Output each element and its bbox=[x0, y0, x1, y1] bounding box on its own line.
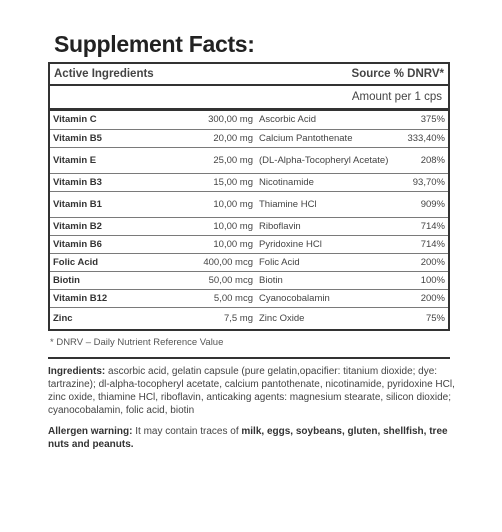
ingredient-name: Vitamin B3 bbox=[53, 176, 102, 188]
ingredient-source: Pyridoxine HCl bbox=[259, 238, 322, 250]
ingredients-table bbox=[50, 111, 448, 329]
allergen-label: Allergen warning: bbox=[48, 426, 133, 437]
ingredient-name: Zinc bbox=[53, 312, 73, 324]
ingredient-name: Vitamin B12 bbox=[53, 292, 108, 304]
ingredient-amount: 10,00 mg bbox=[213, 220, 253, 232]
table-row bbox=[50, 289, 448, 307]
ingredient-source: Nicotinamide bbox=[259, 176, 314, 188]
allergen-list: milk, eggs, soybeans, gluten, shellfish, tree nuts and peanuts. bbox=[48, 426, 448, 450]
table-row bbox=[50, 235, 448, 253]
ingredient-name: Vitamin B1 bbox=[53, 198, 102, 210]
ingredient-name: Vitamin B6 bbox=[53, 238, 102, 250]
ingredient-source: Calcium Pantothenate bbox=[259, 132, 353, 144]
ingredient-dnrv-percent: 333,40% bbox=[407, 132, 445, 144]
table-row bbox=[50, 217, 448, 235]
ingredient-amount: 400,00 mcg bbox=[203, 256, 253, 268]
table-row bbox=[50, 271, 448, 289]
supplement-facts-panel bbox=[48, 30, 455, 451]
ingredient-dnrv-percent: 208% bbox=[420, 154, 445, 166]
ingredient-source: Thiamine HCl bbox=[259, 198, 317, 210]
ingredient-amount: 20,00 mg bbox=[213, 132, 253, 144]
table-row bbox=[50, 147, 448, 173]
ingredient-amount: 15,00 mg bbox=[213, 176, 253, 188]
table-row bbox=[50, 111, 448, 129]
ingredient-name: Vitamin B2 bbox=[53, 220, 102, 232]
page-title: Supplement Facts: bbox=[54, 31, 255, 57]
ingredients-paragraph bbox=[48, 365, 458, 417]
active-ingredients-header: Active Ingredients bbox=[54, 68, 154, 80]
table-row bbox=[50, 173, 448, 191]
allergen-paragraph bbox=[48, 425, 458, 451]
ingredient-source: Cyanocobalamin bbox=[259, 292, 330, 304]
ingredient-dnrv-percent: 75% bbox=[425, 312, 445, 324]
ingredient-amount: 50,00 mcg bbox=[208, 274, 253, 286]
ingredients-text: ascorbic acid, gelatin capsule (pure gelatin,opacifier: titanium dioxide; dye: tartrazine); dl-alpha-tocopheryl acetate, calcium pantothenate, nicotinamide, pyridoxine HCl, zinc oxide, thiamine HCl, riboflavin, anticaking agents: magnesium stearate, silicon dioxide; cyanocobalamin, folic acid, biotin bbox=[48, 366, 455, 416]
ingredient-dnrv-percent: 93,70% bbox=[412, 176, 445, 188]
ingredient-source: (DL-Alpha-Tocopheryl Acetate) bbox=[259, 154, 389, 166]
ingredients-label: Ingredients: bbox=[48, 366, 106, 377]
ingredients-table-body bbox=[50, 111, 448, 329]
ingredient-dnrv-percent: 200% bbox=[420, 292, 445, 304]
ingredient-source: Riboflavin bbox=[259, 220, 301, 232]
ingredient-amount: 7,5 mg bbox=[223, 312, 253, 324]
ingredient-amount: 25,00 mg bbox=[213, 154, 253, 166]
ingredient-dnrv-percent: 100% bbox=[420, 274, 445, 286]
divider bbox=[48, 357, 450, 359]
facts-table-frame bbox=[48, 62, 450, 331]
ingredient-dnrv-percent: 375% bbox=[420, 114, 445, 126]
ingredient-amount: 300,00 mg bbox=[208, 114, 253, 126]
footnote: * DNRV – Daily Nutrient Reference Value bbox=[50, 337, 224, 348]
ingredient-name: Folic Acid bbox=[53, 256, 99, 268]
ingredient-source: Folic Acid bbox=[259, 256, 300, 268]
ingredient-source: Zinc Oxide bbox=[259, 312, 305, 324]
ingredient-amount: 10,00 mg bbox=[213, 198, 253, 210]
ingredient-name: Biotin bbox=[53, 274, 80, 286]
ingredient-dnrv-percent: 909% bbox=[420, 198, 445, 210]
source-dnrv-header: Source % DNRV* bbox=[351, 68, 444, 80]
ingredient-source: Biotin bbox=[259, 274, 283, 286]
ingredient-name: Vitamin C bbox=[53, 114, 97, 126]
ingredient-source: Ascorbic Acid bbox=[259, 114, 317, 126]
table-row bbox=[50, 129, 448, 147]
table-row bbox=[50, 307, 448, 329]
ingredient-amount: 10,00 mg bbox=[213, 238, 253, 250]
ingredient-dnrv-percent: 714% bbox=[420, 238, 445, 250]
table-row bbox=[50, 191, 448, 217]
ingredient-name: Vitamin B5 bbox=[53, 132, 102, 144]
amount-per-serving-row bbox=[50, 86, 448, 111]
amount-per-serving-label: Amount per 1 cps bbox=[351, 91, 442, 103]
allergen-intro-text: It may contain traces of bbox=[132, 426, 242, 437]
ingredient-dnrv-percent: 200% bbox=[420, 256, 445, 268]
table-row bbox=[50, 253, 448, 271]
ingredient-amount: 5,00 mcg bbox=[213, 292, 253, 304]
ingredient-dnrv-percent: 714% bbox=[420, 220, 445, 232]
table-header bbox=[50, 64, 448, 86]
ingredient-name: Vitamin E bbox=[53, 154, 97, 166]
